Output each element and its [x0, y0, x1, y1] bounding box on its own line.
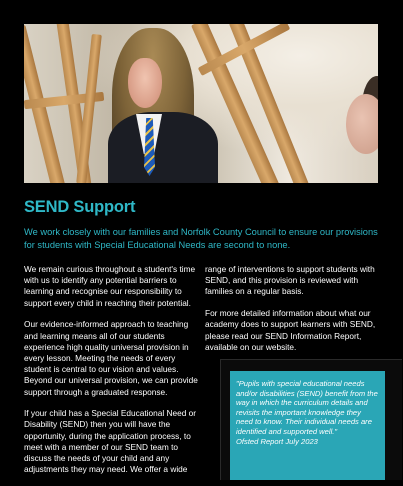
- quote-text: "Pupils with special educational needs and/or disabilities (SEND) benefit from the way in which the curriculum details and revisits the important knowledge they need to know. Their individual needs are identified and supported well.": [236, 379, 378, 436]
- hero-photo: [24, 24, 378, 183]
- body-paragraph: For more detailed information about what our academy does to support learners with SEND, please read our SEND Information Report, available on our website.: [205, 308, 376, 352]
- body-paragraph: We remain curious throughout a student's time with us to identify any potential barriers to learning and recognise our responsibility to support every child in reaching their potential.: [24, 264, 196, 308]
- body-paragraph: If your child has a Special Educational Need or Disability (SEND) then you will have the opportunity, during the application process, to meet with a member of our SEND team to discuss the needs of your child and any adjustments they may need. We offer a wide: [24, 408, 197, 475]
- right-column: [205, 264, 381, 363]
- intro-paragraph: We work closely with our families and Norfolk County Council to ensure our provisions for students with Special Educational Needs are second to none.: [24, 227, 378, 250]
- body-paragraph: Our evidence-informed approach to teaching and learning means all of our students experience high quality universal provision in every lesson. Meeting the needs of every student is central to our vision and values. Beyond our universal provision, we can provide support through a graduated response.: [24, 319, 198, 397]
- quote-source: Ofsted Report July 2023: [236, 436, 318, 446]
- ofsted-quote: [230, 371, 385, 480]
- body-paragraph: range of interventions to support students with SEND, and this provision is reviewed with families on a regular basis.: [205, 264, 375, 297]
- page-title: SEND Support: [24, 198, 136, 216]
- left-column: [24, 264, 202, 486]
